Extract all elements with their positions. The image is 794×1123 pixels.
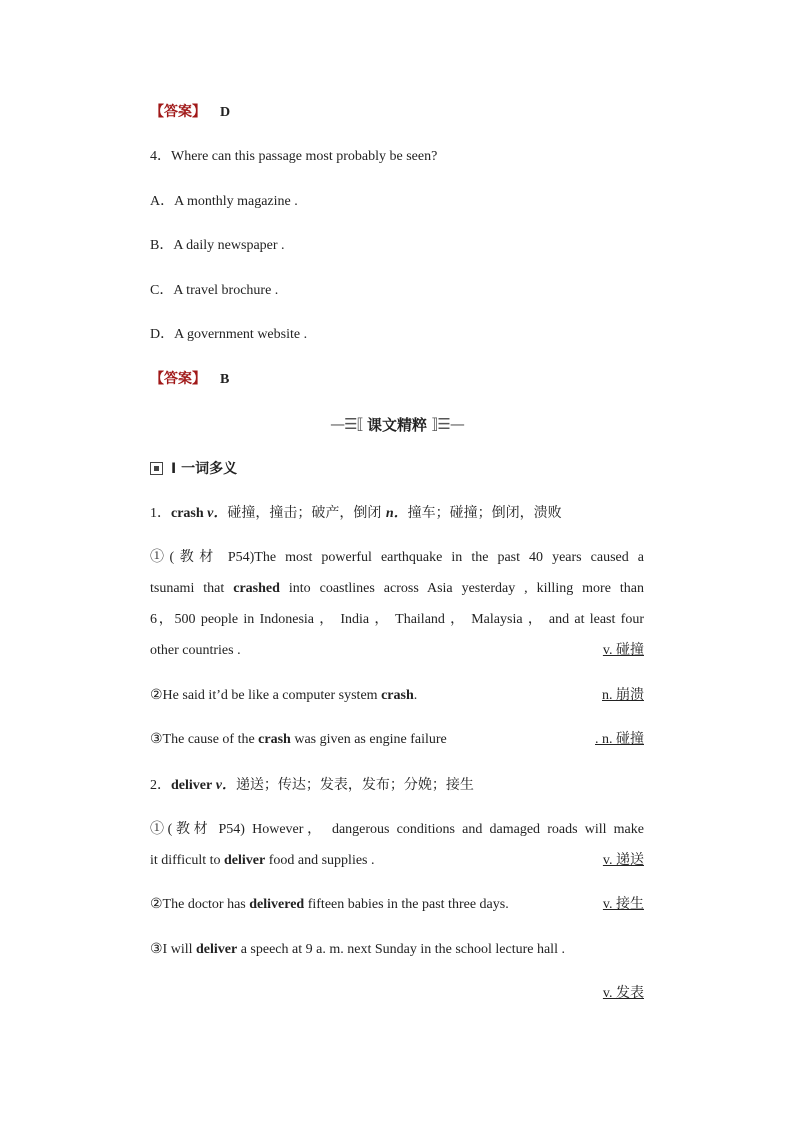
- question-4: 4．Where can this passage most probably be seen?: [150, 149, 438, 164]
- option-d: D．A government website .: [150, 327, 308, 342]
- example-sentence: [150, 940, 565, 960]
- option-b: B．A daily newspaper .: [150, 238, 285, 253]
- answer-mark: 【答案】: [150, 371, 206, 387]
- word-entry-deliver: [150, 775, 474, 796]
- word-entry-crash: [150, 503, 562, 524]
- example-keyword: deliver: [196, 942, 238, 957]
- example-line: ①(教材 P54) However， dangerous conditions and damaged roads will make: [150, 822, 644, 837]
- example-text: .: [413, 688, 418, 703]
- example-text: it difficult to: [150, 853, 225, 868]
- example-line: other countries .: [150, 643, 241, 658]
- answer-mark: 【答案】: [150, 104, 206, 120]
- example-text: ②He said it’d be like a computer system: [150, 688, 382, 703]
- word-definition: 撞车；碰撞；倒闭，溃败: [407, 505, 562, 521]
- banner-right-decoration: ⟧☰—: [431, 415, 464, 433]
- option-c: C．A travel brochure .: [150, 283, 279, 298]
- example-keyword: crash: [258, 732, 291, 747]
- answer-line-q4: [150, 369, 229, 390]
- example-keyword: delivered: [249, 897, 305, 912]
- word-number: 2．: [150, 778, 171, 793]
- meaning-tag: v. 发表: [602, 986, 644, 1001]
- example-line: tsunami that crashed into coastlines across Asia yesterday , killing more than: [150, 581, 644, 596]
- example-text: ③The cause of the: [150, 732, 259, 747]
- meaning-tag: v. 递送: [602, 853, 644, 868]
- answer-line-q3: [150, 102, 230, 123]
- example-text: was given as engine failure: [290, 732, 447, 747]
- example-keyword: crash: [381, 688, 414, 703]
- banner-left-decoration: —☰⟦: [330, 415, 363, 433]
- meaning-tag: v. 接生: [602, 897, 644, 912]
- example-sentence: [150, 895, 509, 915]
- example-text: ③I will: [150, 942, 196, 957]
- example-text: food and supplies .: [265, 853, 375, 868]
- example-sentence: [150, 686, 417, 706]
- section-title: Ⅰ 一词多义: [171, 461, 238, 477]
- word-headword: crash: [171, 506, 204, 521]
- meaning-tag: n. 崩溃: [602, 688, 644, 703]
- word-definition: 递送；传达；发表，发布；分娩；接生: [235, 777, 474, 793]
- word-pos: n．: [385, 506, 408, 521]
- example-text: ②The doctor has: [150, 897, 250, 912]
- meaning-tag: . n. 碰撞: [595, 732, 644, 747]
- example-line: 6，500 people in Indonesia ， India ， Thailand ， Malaysia ， and at least four: [150, 612, 644, 627]
- answer-value: D: [220, 105, 231, 120]
- example-text: a speech at 9 a. m. next Sunday in the school lecture hall .: [237, 942, 565, 957]
- answer-value: B: [220, 372, 230, 387]
- word-headword: deliver: [171, 778, 213, 793]
- word-number: 1．: [150, 506, 171, 521]
- example-keyword: deliver: [224, 853, 266, 868]
- example-line: ①(教材 P54)The most powerful earthquake in the past 40 years caused a: [150, 550, 644, 565]
- section-banner: [0, 412, 794, 436]
- word-pos: v．: [215, 778, 236, 793]
- option-a: A．A monthly magazine .: [150, 194, 298, 209]
- example-line: [150, 851, 375, 871]
- example-text: fifteen babies in the past three days.: [304, 897, 509, 912]
- example-sentence: [150, 730, 447, 750]
- word-definition: 碰撞，撞击；破产，倒闭: [227, 505, 386, 521]
- section-heading: [150, 458, 237, 478]
- meaning-tag: v. 碰撞: [602, 643, 644, 658]
- banner-title: 课文精粹: [366, 415, 427, 434]
- section-icon: [150, 462, 163, 475]
- word-pos: v．: [207, 506, 228, 521]
